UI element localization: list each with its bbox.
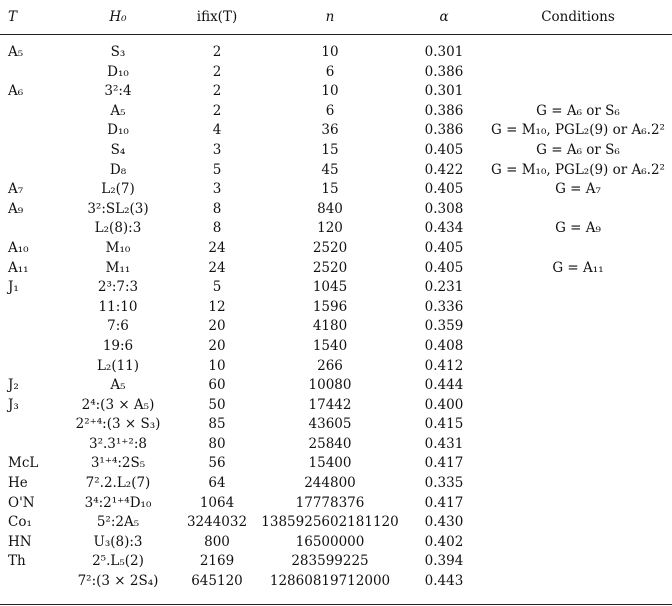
header-row	[0, 0, 672, 35]
cell-h0: D₁₀	[107, 63, 129, 80]
cell-n: 12860819712000	[269, 573, 391, 590]
cell-t	[0, 337, 58, 357]
cell-ifix: 85	[208, 416, 226, 433]
cell-alpha: 0.301	[424, 83, 464, 100]
table-row	[0, 376, 672, 396]
cell-ifix: 5	[212, 279, 222, 296]
table-row	[0, 259, 672, 279]
cell-h0: 2⁴:(3 × A₅)	[81, 396, 155, 413]
cell-alpha: 0.417	[424, 455, 464, 472]
bottom-rule	[0, 604, 672, 605]
cell-conditions	[484, 357, 672, 377]
cell-t: A₁₁	[8, 259, 29, 276]
cell-ifix: 24	[208, 239, 226, 256]
cell-h0: U₃(8):3	[93, 533, 143, 550]
cell-n: 10080	[308, 377, 352, 394]
cell-alpha: 0.308	[424, 200, 464, 217]
cell-t	[0, 63, 58, 83]
cell-ifix: 20	[208, 337, 226, 354]
cell-ifix: 8	[212, 220, 222, 237]
cell-n: 4180	[312, 318, 348, 335]
cell-ifix: 10	[208, 357, 226, 374]
cell-t: A₉	[8, 200, 24, 217]
cell-conditions	[484, 82, 672, 102]
cell-h0: S₄	[110, 141, 126, 158]
header-n: n	[325, 9, 335, 25]
header-conditions: Conditions	[541, 9, 615, 25]
cell-h0: 2³:7:3	[97, 279, 139, 296]
cell-alpha: 0.405	[424, 181, 464, 198]
cell-n: 25840	[308, 435, 352, 452]
cell-t: A₇	[8, 181, 24, 198]
table-row	[0, 239, 672, 259]
cell-t	[0, 572, 58, 592]
cell-conditions	[484, 494, 672, 514]
cell-t	[0, 357, 58, 377]
cell-conditions	[484, 474, 672, 494]
table-row	[0, 317, 672, 337]
cell-h0: S₃	[110, 44, 126, 60]
table-row	[0, 161, 672, 181]
table-row	[0, 141, 672, 161]
table-row	[0, 35, 672, 63]
cell-t	[0, 415, 58, 435]
table-row	[0, 82, 672, 102]
cell-n: 283599225	[291, 553, 369, 570]
cell-n: 120	[317, 220, 343, 237]
table-row	[0, 552, 672, 572]
cell-ifix: 12	[208, 298, 226, 315]
cell-n: 6	[325, 102, 335, 119]
cell-n: 244800	[304, 475, 356, 492]
cell-ifix: 8	[212, 200, 222, 217]
cell-ifix: 3244032	[186, 514, 248, 531]
header-alpha: α	[439, 9, 449, 25]
table-row	[0, 435, 672, 455]
table-row	[0, 337, 672, 357]
cell-n: 2520	[312, 259, 348, 276]
cell-h0: 2⁵.L₅(2)	[92, 553, 144, 570]
cell-n: 1540	[312, 337, 348, 354]
cell-t: A₆	[8, 83, 24, 100]
cell-n: 17778376	[295, 494, 365, 511]
cell-alpha: 0.394	[424, 553, 464, 570]
cell-h0: 3².3¹⁺²:8	[89, 435, 147, 452]
cell-ifix: 3	[212, 181, 222, 198]
cell-t: J₁	[8, 279, 19, 296]
cell-t	[0, 121, 58, 141]
table-row	[0, 513, 672, 533]
cell-t: O'N	[8, 494, 35, 511]
header-t: T	[8, 9, 18, 25]
cell-ifix: 2169	[199, 553, 235, 570]
cell-conditions	[484, 552, 672, 572]
table-row	[0, 180, 672, 200]
cell-ifix: 645120	[191, 573, 243, 590]
cell-h0: D₁₀	[107, 122, 129, 139]
cell-ifix: 80	[208, 435, 226, 452]
cell-ifix: 2	[212, 44, 222, 60]
cell-n: 16500000	[295, 533, 365, 550]
cell-alpha: 0.434	[424, 220, 464, 237]
header-h0: H₀	[109, 9, 127, 25]
cell-ifix: 50	[208, 396, 226, 413]
cell-alpha: 0.405	[424, 239, 464, 256]
cell-n: 15	[321, 141, 339, 158]
cell-alpha: 0.386	[424, 102, 464, 119]
cell-conditions: G = A₆ or S₆	[536, 102, 620, 119]
cell-ifix: 24	[208, 259, 226, 276]
cell-h0: 19:6	[102, 337, 134, 354]
cell-h0: 3¹⁺⁴:2S₅	[90, 455, 146, 472]
cell-alpha: 0.400	[424, 396, 464, 413]
cell-h0: L₂(11)	[96, 357, 140, 374]
cell-alpha: 0.231	[424, 279, 464, 296]
cell-n: 840	[317, 200, 343, 217]
cell-ifix: 5	[212, 161, 222, 178]
cell-conditions: G = M₁₀, PGL₂(9) or A₆.2²	[491, 122, 665, 139]
cell-n: 15	[321, 181, 339, 198]
table-body	[0, 35, 672, 592]
cell-alpha: 0.386	[424, 63, 464, 80]
cell-alpha: 0.412	[424, 357, 464, 374]
cell-t: A₅	[8, 44, 24, 60]
cell-ifix: 2	[212, 63, 222, 80]
cell-h0: 2²⁺⁴:(3 × S₃)	[75, 416, 161, 433]
cell-h0: D₈	[109, 161, 127, 178]
cell-conditions	[484, 200, 672, 220]
table-row	[0, 415, 672, 435]
cell-h0: 3²:SL₂(3)	[87, 200, 149, 217]
cell-t: Th	[8, 553, 26, 570]
cell-ifix: 1064	[199, 494, 235, 511]
cell-conditions	[484, 239, 672, 259]
cell-conditions	[484, 572, 672, 592]
cell-t	[0, 298, 58, 318]
cell-t: McL	[8, 455, 39, 472]
cell-alpha: 0.386	[424, 122, 464, 139]
cell-n: 10	[321, 83, 339, 100]
cell-ifix: 60	[208, 377, 226, 394]
cell-conditions: G = A₆ or S₆	[536, 141, 620, 158]
cell-n: 1045	[312, 279, 348, 296]
table-row	[0, 533, 672, 553]
cell-conditions	[484, 317, 672, 337]
cell-alpha: 0.301	[424, 44, 464, 60]
cell-h0: A₅	[110, 102, 126, 119]
cell-alpha: 0.431	[424, 435, 464, 452]
cell-conditions	[484, 513, 672, 533]
cell-alpha: 0.405	[424, 141, 464, 158]
table-row	[0, 63, 672, 83]
cell-t: Co₁	[8, 514, 32, 531]
cell-conditions	[484, 435, 672, 455]
cell-n: 15400	[308, 455, 352, 472]
cell-alpha: 0.430	[424, 514, 464, 531]
cell-h0: 7:6	[107, 318, 129, 335]
table-row	[0, 474, 672, 494]
cell-h0: L₂(8):3	[94, 220, 142, 237]
cell-ifix: 64	[208, 475, 226, 492]
cell-conditions	[484, 337, 672, 357]
cell-conditions	[484, 376, 672, 396]
table-row	[0, 278, 672, 298]
cell-alpha: 0.359	[424, 318, 464, 335]
cell-alpha: 0.417	[424, 494, 464, 511]
table-header	[0, 0, 672, 35]
cell-h0: M₁₁	[105, 259, 131, 276]
cell-ifix: 56	[208, 455, 226, 472]
table-row	[0, 121, 672, 141]
table-row	[0, 298, 672, 318]
cell-h0: 3²:4	[104, 83, 132, 100]
cell-alpha: 0.335	[424, 475, 464, 492]
cell-conditions	[484, 396, 672, 416]
cell-conditions	[484, 533, 672, 553]
cell-ifix: 3	[212, 141, 222, 158]
cell-n: 43605	[308, 416, 352, 433]
cell-n: 2520	[312, 239, 348, 256]
cell-conditions	[484, 63, 672, 83]
cell-t	[0, 102, 58, 122]
cell-alpha: 0.336	[424, 298, 464, 315]
cell-t: A₁₀	[8, 239, 29, 256]
cell-h0: 7².2.L₂(7)	[85, 475, 151, 492]
cell-conditions	[484, 415, 672, 435]
table-row	[0, 494, 672, 514]
cell-conditions: G = M₁₀, PGL₂(9) or A₆.2²	[491, 161, 665, 178]
cell-t: HN	[8, 533, 32, 550]
cell-t	[0, 435, 58, 455]
cell-conditions	[484, 454, 672, 474]
cell-n: 1385925602181120	[261, 514, 399, 531]
cell-h0: 5²:2A₅	[96, 514, 140, 531]
cell-h0: M₁₀	[105, 239, 131, 256]
cell-alpha: 0.405	[424, 259, 464, 276]
cell-ifix: 2	[212, 83, 222, 100]
table-row	[0, 572, 672, 592]
cell-h0: 3⁴:2¹⁺⁴D₁₀	[84, 494, 152, 511]
cell-t	[0, 219, 58, 239]
table-row	[0, 102, 672, 122]
cell-t: J₂	[8, 377, 19, 394]
cell-conditions	[484, 35, 672, 63]
cell-ifix: 4	[212, 122, 222, 139]
cell-h0: 7²:(3 × 2S₄)	[77, 573, 159, 590]
cell-h0: 11:10	[98, 298, 138, 315]
cell-h0: A₅	[110, 377, 126, 394]
table-row	[0, 219, 672, 239]
header-ifix: ifix(T)	[196, 9, 238, 25]
cell-conditions: G = A₁₁	[552, 259, 604, 276]
cell-ifix: 2	[212, 102, 222, 119]
cell-n: 266	[317, 357, 343, 374]
cell-alpha: 0.408	[424, 337, 464, 354]
cell-n: 10	[321, 44, 339, 60]
cell-ifix: 20	[208, 318, 226, 335]
table-row	[0, 396, 672, 416]
cell-conditions	[484, 278, 672, 298]
cell-conditions: G = A₉	[555, 220, 601, 237]
cell-t: J₃	[8, 396, 19, 413]
cell-alpha: 0.444	[424, 377, 464, 394]
table-row	[0, 454, 672, 474]
table-row	[0, 200, 672, 220]
cell-t	[0, 141, 58, 161]
cell-n: 17442	[308, 396, 352, 413]
cell-ifix: 800	[204, 533, 230, 550]
cell-h0: L₂(7)	[101, 181, 135, 198]
cell-n: 1596	[312, 298, 348, 315]
table-row	[0, 357, 672, 377]
cell-alpha: 0.402	[424, 533, 464, 550]
cell-alpha: 0.422	[424, 161, 464, 178]
cell-n: 45	[321, 161, 339, 178]
cell-n: 36	[321, 122, 339, 139]
cell-n: 6	[325, 63, 335, 80]
cell-alpha: 0.443	[424, 573, 464, 590]
cell-t	[0, 161, 58, 181]
cell-t: He	[8, 475, 28, 492]
cell-conditions: G = A₇	[555, 181, 601, 198]
cell-alpha: 0.415	[424, 416, 464, 433]
cell-conditions	[484, 298, 672, 318]
cell-t	[0, 317, 58, 337]
